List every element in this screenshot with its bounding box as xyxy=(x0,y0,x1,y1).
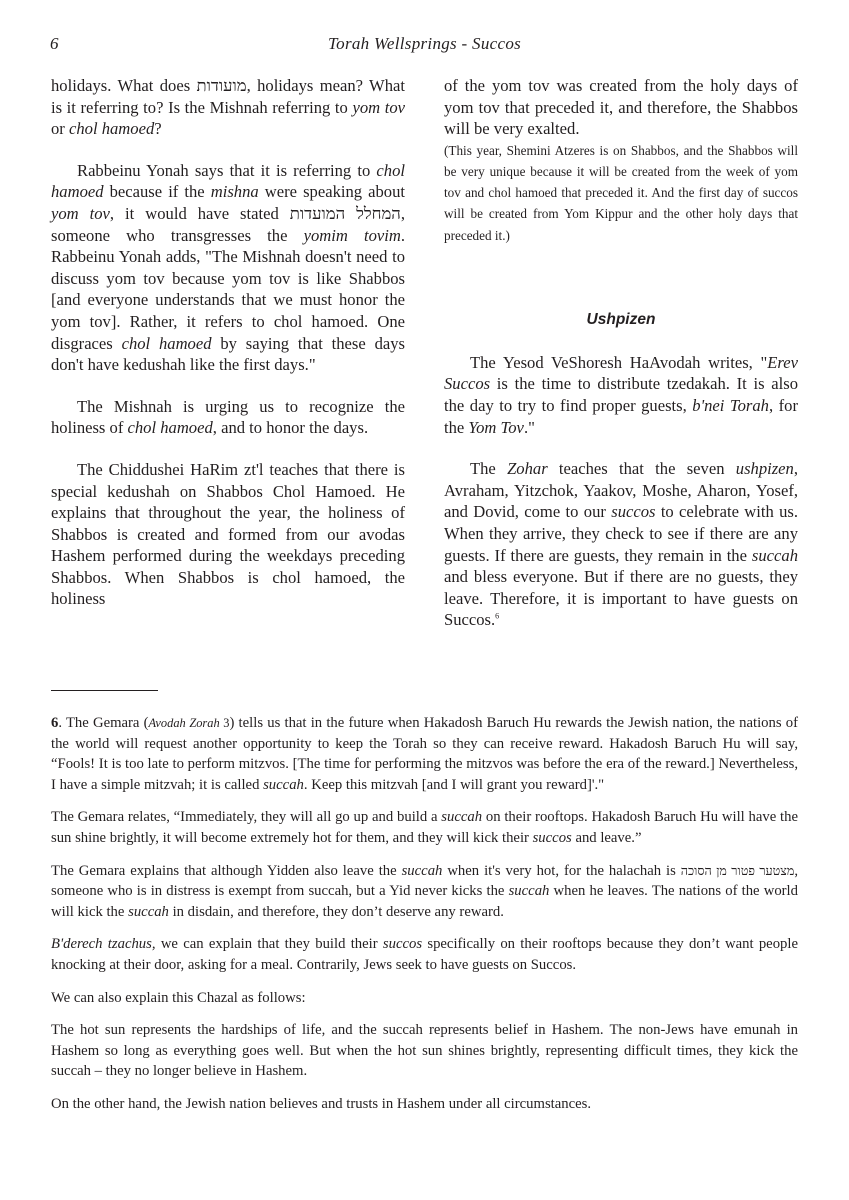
footnote-paragraph: The hot sun represents the hardships of life, and the succah represents belief in Hashem. The non-Jews have emunah in Hashem so long as everything goes well. But when the hot sun shines brightly, representing difficult times, they kick the succah – they no longer believe in Hashem. xyxy=(51,1022,798,1080)
page-number: 6 xyxy=(50,34,59,53)
paragraph: The Chiddushei HaRim zt'l teaches that there is special kedushah on Shabbos Chol Hamoed. He explains that throughout the year, the holiness of Shabbos is created and formed from our avodas Hashem performed during the weekdays preceding Shabbos. When Shabbos is chol hamoed, the holiness xyxy=(51,459,405,609)
paragraph: holidays. What does מועודות, holidays mean? What is it referring to? Is the Mishnah referring to yom tov or chol hamoed? xyxy=(51,76,405,139)
right-column xyxy=(444,75,798,651)
footnote-marker: 6 xyxy=(495,611,500,621)
footnote-paragraph: B'derech tzachus, we can explain that they build their succos specifically on their rooftops because they don’t want people knocking at their door, asking for a meal. Contrarily, Jews seek to have guests on Succos. xyxy=(51,936,798,973)
footnote-divider xyxy=(51,690,158,691)
footnote-paragraph: 6. The Gemara (Avodah Zorah 3) tells us that in the future when Hakadosh Baruch Hu rewards the Jewish nation, the nations of the world will request another opportunity to keep the Torah so they can receive reward. Hakadosh Baruch Hu will say, “Fools! It is too late to perform mitzvos. [The time for performing the mitzvos was before the era of the reward.] Nevertheless, I have a simple mitzvah; it is called succah. Keep this mitzvah [and I will grant you reward]'." xyxy=(51,715,799,793)
running-head: Torah Wellsprings - Succos xyxy=(327,34,522,53)
parenthetical-note: (This year, Shemini Atzeres is on Shabbos, and the Shabbos will be very unique because it will be created from the week of yom tov and chol hamoed that preceded it. And the first day of succos will be created from Yom Kippur and the other holy days that preceded it.) xyxy=(444,142,798,243)
footnote-paragraph: The Gemara explains that although Yidden also leave the succah when it's very hot, for the halachah is מצטער פטור מן הסוכה, someone who is in distress is exempt from succah, but a Yid never kicks the succah when he leaves. The nations of the world will kick the succah in disdain, and therefore, they don’t deserve any reward. xyxy=(51,862,798,920)
paragraph: The Yesod VeShoresh HaAvodah writes, "Erev Succos is the time to distribute tzedakah. It is also the day to try to find proper guests, b'nei Torah, for the Yom Tov." xyxy=(444,352,798,437)
paragraph: The Zohar teaches that the seven ushpizen, Avraham, Yitzchok, Yaakov, Moshe, Aharon, Yosef, and Dovid, come to our succos to celebrate with us. When they arrive, they check to see if there are any guests. If there are guests, they remain in the succah and bless everyone. But if there are no guests, they leave. Therefore, it is important to have guests on Succos.$^6$ xyxy=(444,459,799,630)
paragraph: of the yom tov was created from the holy days of yom tov that preceded it, and therefore, the Shabbos will be very exalted. xyxy=(444,76,798,139)
paragraph: The Mishnah is urging us to recognize the holiness of chol hamoed, and to honor the days. xyxy=(51,396,405,438)
footnotes xyxy=(51,713,798,1127)
section-heading: Ushpizen xyxy=(586,310,656,328)
footnote-paragraph: On the other hand, the Jewish nation believes and trusts in Hashem under all circumstances. xyxy=(51,1095,592,1112)
footnote-number: 6 xyxy=(51,715,59,731)
left-column xyxy=(51,75,405,630)
footnote-paragraph: We can also explain this Chazal as follows: xyxy=(51,989,306,1006)
paragraph: Rabbeinu Yonah says that it is referring to chol hamoed because if the mishna were speaking about yom tov, it would have stated המחלל המועדות, someone who transgresses the yomim tovim. Rabbeinu Yonah adds, "The Mishnah doesn't need to discuss yom tov because yom tov is like Shabbos [and everyone understands that we must honor the yom tov]. Rather, it refers to chol hamoed. One disgraces chol hamoed by saying that these days don't have kedushah like the first days." xyxy=(51,160,406,375)
footnote-paragraph: The Gemara relates, “Immediately, they will all go up and build a succah on their rooftops. Hakadosh Baruch Hu will have the sun shine brightly, it will become extremely hot for them, and they will kick their succos and leave.” xyxy=(51,809,798,846)
